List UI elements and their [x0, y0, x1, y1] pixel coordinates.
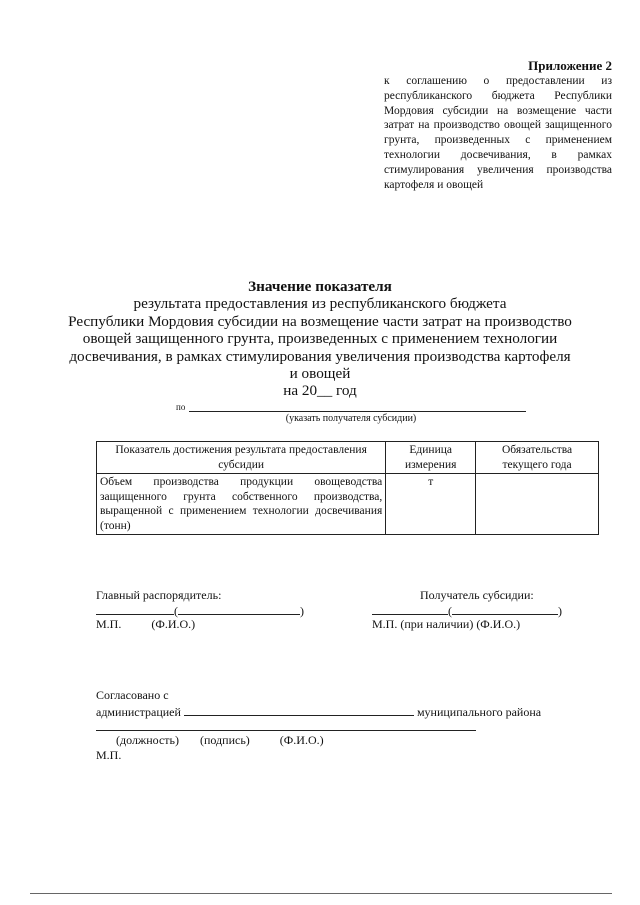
indicator-table: [96, 441, 599, 535]
recipient-prefix: по: [176, 402, 186, 412]
recipient-blank-line: [189, 401, 526, 412]
agreement-district-blank: [184, 704, 414, 716]
appendix-body: к соглашению о предоставлении из республиканского бюджета Республики Мордовия субсидии на возмещение части затрат на производство овощей защищенного грунта, произведенных с применением технологии досвечивания, в рамках стимулирования увеличения производства картофеля и овощей: [384, 75, 612, 191]
right-name-blank: [452, 603, 558, 615]
cell-unit: т: [386, 474, 476, 535]
recipient-field: [176, 400, 526, 426]
title-heading: Значение показателя: [248, 278, 392, 295]
agreement-sign-line: [96, 730, 476, 731]
agreement-mp: М.П.: [96, 748, 122, 762]
header-unit: Единица измерения: [386, 442, 476, 474]
left-signatory-title: Главный распорядитель:: [96, 588, 222, 602]
table-row: [97, 474, 599, 535]
cell-obligation: [476, 474, 599, 535]
title-line-1: результата предоставления из республиканского бюджета: [133, 295, 507, 313]
agreement-prefix: администрацией: [96, 705, 181, 719]
left-signature-caption: М.П. (Ф.И.О.): [96, 617, 196, 631]
page-bottom-rule: [30, 893, 612, 894]
header-indicator: Показатель достижения результата предоставления субсидии: [97, 442, 386, 474]
title-year: на 20__ год: [283, 382, 357, 400]
title-line-3: овощей защищенного грунта, произведенных с применением технологии: [82, 330, 558, 348]
title-line-4: досвечивания, в рамках стимулирования увеличения производства картофеля: [69, 347, 571, 365]
left-signature-blank: [96, 603, 174, 615]
table-header-row: [97, 442, 599, 474]
right-signature-blank: [372, 603, 448, 615]
recipient-hint: (указать получателя субсидии): [285, 413, 417, 424]
agreement-suffix: муниципального района: [416, 705, 542, 719]
agreement-caption: (должность) (подпись) (Ф.И.О.): [116, 733, 324, 747]
agreement-line-2: [96, 704, 541, 720]
document-title: [60, 278, 580, 400]
right-paren-close: ): [558, 604, 562, 618]
header-obligation: Обязательства текущего года: [476, 442, 599, 474]
left-paren-open: (: [174, 604, 178, 618]
left-name-blank: [178, 603, 300, 615]
right-paren-open: (: [448, 604, 452, 618]
right-signatory-title: Получатель субсидии:: [420, 588, 534, 602]
appendix-block: [384, 58, 612, 192]
cell-indicator: Объем производства продукции овощеводства защищенного грунта собственного производства, выращенной с применением технологии досвечивания (тонн): [97, 474, 386, 535]
agreement-line-1: Согласовано с: [96, 688, 169, 702]
right-signature-caption: М.П. (при наличии) (Ф.И.О.): [372, 617, 521, 631]
appendix-title: Приложение 2: [528, 58, 612, 73]
title-line-5: и овощей: [289, 365, 351, 383]
left-paren-close: ): [300, 604, 304, 618]
title-line-2: Республики Мордовия субсидии на возмещение части затрат на производство: [68, 312, 572, 330]
